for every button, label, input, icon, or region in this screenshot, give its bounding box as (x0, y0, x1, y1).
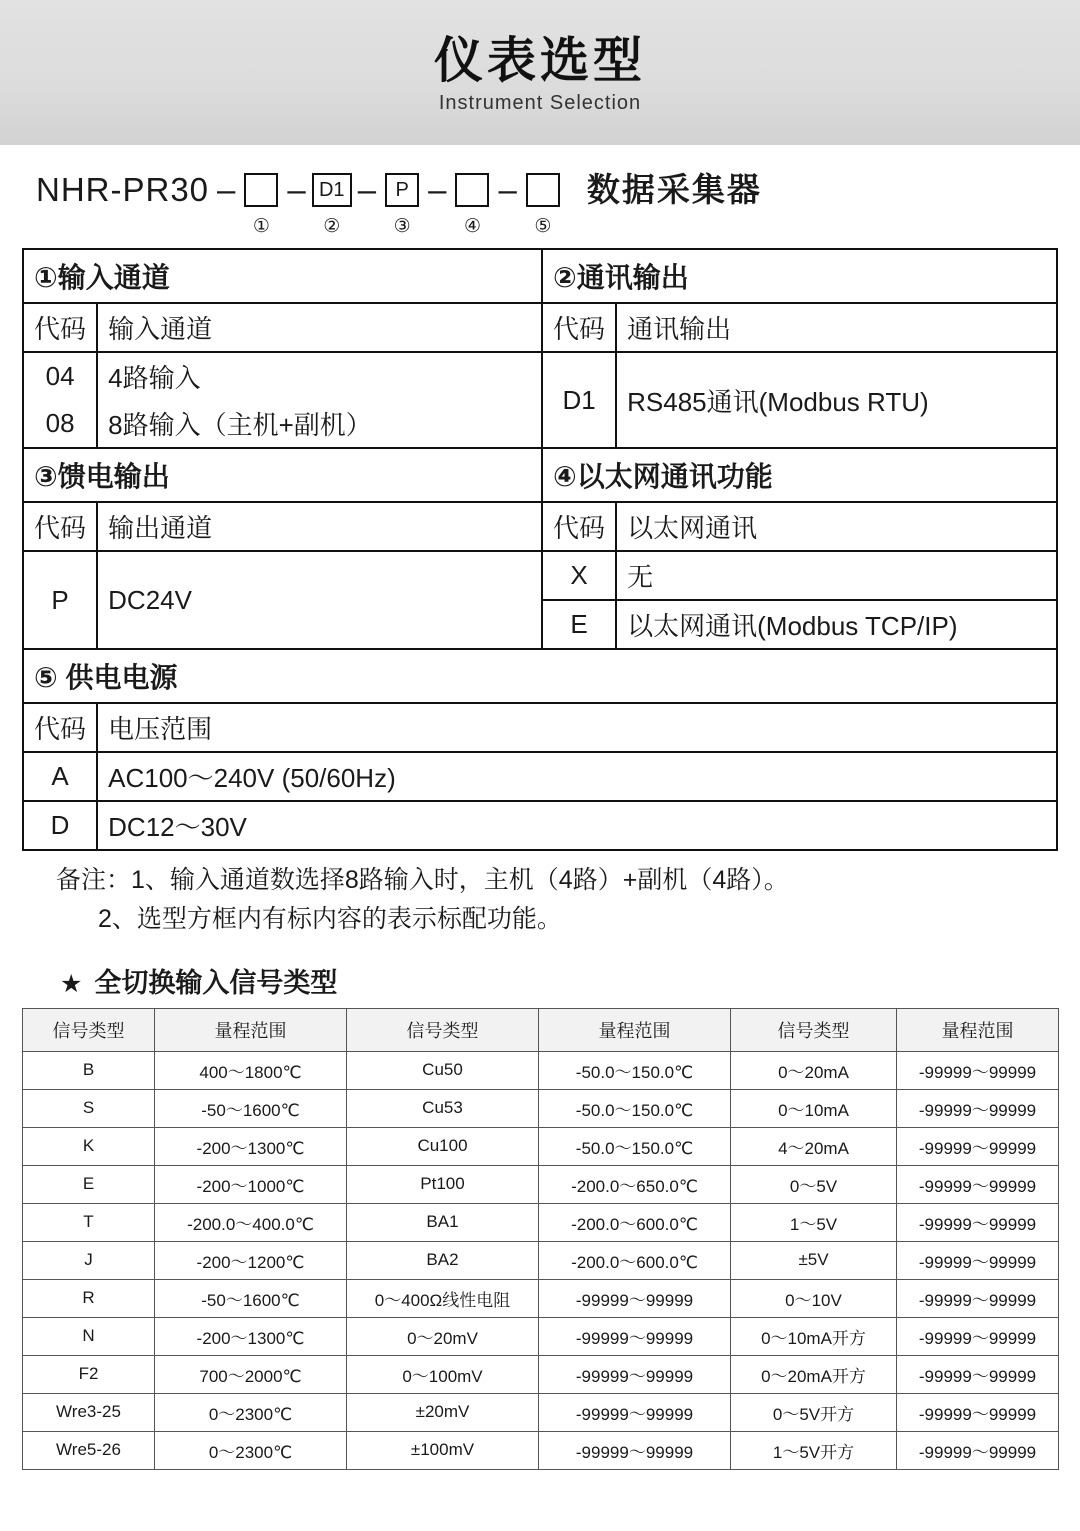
model-segment-2 (308, 167, 356, 238)
table-cell: 4～20mA (731, 1127, 897, 1165)
table-cell: -99999～99999 (897, 1051, 1059, 1089)
table-cell: -99999～99999 (897, 1241, 1059, 1279)
table-cell: -50.0～150.0℃ (539, 1127, 731, 1165)
section-1-row-2-code: 08 (23, 400, 97, 448)
table-cell: 400～1800℃ (155, 1051, 347, 1089)
table-row (23, 801, 1057, 850)
section-1-row-2-desc: 8路输入（主机+副机） (97, 400, 542, 448)
table-cell: ±20mV (347, 1393, 539, 1431)
table-cell: -200.0～600.0℃ (539, 1203, 731, 1241)
section-3-row-1-code: P (23, 551, 97, 649)
section-4-row-1-desc: 无 (616, 551, 1057, 600)
signal-col-header: 信号类型 (731, 1008, 897, 1051)
table-row (23, 1317, 1059, 1355)
table-cell: 0～400Ω线性电阻 (347, 1279, 539, 1317)
model-dash-5: – (498, 171, 517, 208)
table-cell: ±100mV (347, 1431, 539, 1469)
table-cell: -99999～99999 (897, 1089, 1059, 1127)
model-segment-5-box (526, 173, 560, 207)
table-cell: 0～10V (731, 1279, 897, 1317)
model-segment-4 (448, 167, 496, 238)
remarks-block (0, 861, 1080, 939)
model-segment-3 (378, 167, 426, 238)
signal-table-body (23, 1051, 1059, 1469)
model-name: NHR-PR30 (36, 171, 210, 208)
table-cell: Cu50 (347, 1051, 539, 1089)
signal-col-header: 信号类型 (23, 1008, 155, 1051)
table-cell: 0～20mV (347, 1317, 539, 1355)
table-cell: J (23, 1241, 155, 1279)
table-cell: -99999～99999 (897, 1165, 1059, 1203)
section-3-col-desc: 输出通道 (97, 502, 542, 551)
model-dash-1: – (217, 171, 236, 208)
section-3-row-1-desc: DC24V (97, 551, 542, 649)
table-cell: -50.0～150.0℃ (539, 1089, 731, 1127)
model-dash-3: – (357, 171, 377, 208)
model-segment-3-box: P (385, 173, 419, 207)
table-row (23, 649, 1057, 703)
model-segment-2-box: D1 (312, 173, 352, 207)
table-cell: BA1 (347, 1203, 539, 1241)
section-4-row-2-code: E (542, 600, 616, 649)
section-4-row-2-desc: 以太网通讯(Modbus TCP/IP) (616, 600, 1057, 649)
table-cell: -99999～99999 (897, 1355, 1059, 1393)
section-5-col-desc: 电压范围 (97, 703, 1057, 752)
page-header (0, 0, 1080, 145)
model-dash-2: – (287, 171, 306, 208)
table-cell: -200～1300℃ (155, 1317, 347, 1355)
table-row (23, 1241, 1059, 1279)
section-5-row-1-code: A (23, 752, 97, 801)
section-1-heading: ①输入通道 (23, 249, 542, 303)
model-code-row (36, 145, 1080, 238)
table-cell: -50～1600℃ (155, 1089, 347, 1127)
signal-col-header: 信号类型 (347, 1008, 539, 1051)
table-cell: 0～2300℃ (155, 1393, 347, 1431)
table-row (23, 1165, 1059, 1203)
table-cell: F2 (23, 1355, 155, 1393)
table-cell: 0～100mV (347, 1355, 539, 1393)
table-row (23, 352, 1057, 400)
table-cell: N (23, 1317, 155, 1355)
model-dash-4: – (428, 171, 447, 208)
table-cell: -50～1600℃ (155, 1279, 347, 1317)
table-cell: -99999～99999 (539, 1393, 731, 1431)
model-segment-4-index: ④ (463, 216, 481, 237)
section-5-col-code: 代码 (23, 703, 97, 752)
table-row (23, 703, 1057, 752)
table-cell: Cu53 (347, 1089, 539, 1127)
model-segment-1-box (244, 173, 278, 207)
table-cell: -99999～99999 (539, 1317, 731, 1355)
table-row (23, 1431, 1059, 1469)
signal-col-header: 量程范围 (897, 1008, 1059, 1051)
table-cell: -99999～99999 (539, 1355, 731, 1393)
table-row (23, 1355, 1059, 1393)
section-4-col-code: 代码 (542, 502, 616, 551)
table-row (23, 1089, 1059, 1127)
model-segment-5 (519, 167, 567, 238)
table-cell: BA2 (347, 1241, 539, 1279)
table-cell: -99999～99999 (897, 1279, 1059, 1317)
table-cell: -99999～99999 (539, 1431, 731, 1469)
table-row (23, 551, 1057, 600)
table-cell: -99999～99999 (897, 1431, 1059, 1469)
section-2-col-code: 代码 (542, 303, 616, 352)
table-cell: B (23, 1051, 155, 1089)
section-3-heading: ③馈电输出 (23, 448, 542, 502)
section-3-col-code: 代码 (23, 502, 97, 551)
table-cell: Pt100 (347, 1165, 539, 1203)
section-5-row-2-code: D (23, 801, 97, 850)
page-title: 仪表选型 (433, 34, 646, 89)
selection-table (22, 248, 1058, 851)
table-cell: -99999～99999 (897, 1203, 1059, 1241)
signal-type-table (22, 1008, 1059, 1470)
table-cell: S (23, 1089, 155, 1127)
section-1-col-code: 代码 (23, 303, 97, 352)
table-cell: -200～1300℃ (155, 1127, 347, 1165)
signal-section-title: 全切换输入信号类型 (94, 967, 338, 998)
table-cell: 0～20mA开方 (731, 1355, 897, 1393)
page-subtitle: Instrument Selection (438, 91, 642, 114)
section-1-col-desc: 输入通道 (97, 303, 542, 352)
table-cell: 1～5V (731, 1203, 897, 1241)
table-row (23, 249, 1057, 303)
table-cell: -99999～99999 (897, 1127, 1059, 1165)
table-cell: -200.0～650.0℃ (539, 1165, 731, 1203)
table-cell: -99999～99999 (539, 1279, 731, 1317)
section-2-heading: ②通讯输出 (542, 249, 1057, 303)
table-cell: 0～5V (731, 1165, 897, 1203)
table-cell: T (23, 1203, 155, 1241)
table-row (23, 1279, 1059, 1317)
table-cell: -99999～99999 (897, 1393, 1059, 1431)
table-cell: 0～20mA (731, 1051, 897, 1089)
model-segment-4-box (455, 173, 489, 207)
table-row (23, 502, 1057, 551)
section-5-row-1-desc: AC100～240V (50/60Hz) (97, 752, 1057, 801)
table-cell: ±5V (731, 1241, 897, 1279)
model-segment-3-index: ③ (393, 216, 411, 237)
table-row (23, 448, 1057, 502)
table-row (23, 1127, 1059, 1165)
table-cell: 0～5V开方 (731, 1393, 897, 1431)
table-cell: 1～5V开方 (731, 1431, 897, 1469)
table-cell: Wre3-25 (23, 1393, 155, 1431)
table-cell: Wre5-26 (23, 1431, 155, 1469)
table-cell: Cu100 (347, 1127, 539, 1165)
table-row (23, 1203, 1059, 1241)
table-row (23, 303, 1057, 352)
signal-col-header: 量程范围 (539, 1008, 731, 1051)
section-2-row-1-code: D1 (542, 352, 616, 448)
section-1-row-1-desc: 4路输入 (97, 352, 542, 400)
section-4-col-desc: 以太网通讯 (616, 502, 1057, 551)
table-cell: -200.0～600.0℃ (539, 1241, 731, 1279)
table-cell: 700～2000℃ (155, 1355, 347, 1393)
table-cell: -99999～99999 (897, 1317, 1059, 1355)
remark-line-1: 备注：1、输入通道数选择8路输入时，主机（4路）+副机（4路）。 (56, 866, 789, 894)
remark-line-2: 2、选型方框内有标内容的表示标配功能。 (98, 904, 562, 933)
table-cell: -200.0～400.0℃ (155, 1203, 347, 1241)
table-cell: E (23, 1165, 155, 1203)
model-segment-1 (237, 167, 285, 238)
table-cell: -200～1000℃ (155, 1165, 347, 1203)
table-cell: 0～10mA开方 (731, 1317, 897, 1355)
section-5-row-2-desc: DC12～30V (97, 801, 1057, 850)
table-header-row (23, 1008, 1059, 1051)
star-icon: ★ (60, 969, 83, 998)
signal-section-heading (0, 961, 1080, 1000)
model-product-name: 数据采集器 (586, 171, 762, 208)
table-cell: 0～2300℃ (155, 1431, 347, 1469)
section-4-heading: ④以太网通讯功能 (542, 448, 1057, 502)
section-1-row-1-code: 04 (23, 352, 97, 400)
table-cell: -200～1200℃ (155, 1241, 347, 1279)
signal-col-header: 量程范围 (155, 1008, 347, 1051)
table-cell: K (23, 1127, 155, 1165)
section-5-heading: ⑤ 供电电源 (23, 649, 1057, 703)
model-segment-5-index: ⑤ (534, 216, 552, 237)
model-segment-1-index: ① (252, 216, 270, 237)
table-cell: 0～10mA (731, 1089, 897, 1127)
table-cell: R (23, 1279, 155, 1317)
table-row (23, 752, 1057, 801)
table-cell: -50.0～150.0℃ (539, 1051, 731, 1089)
section-4-row-1-code: X (542, 551, 616, 600)
table-row (23, 1051, 1059, 1089)
table-row (23, 1393, 1059, 1431)
section-2-col-desc: 通讯输出 (616, 303, 1057, 352)
section-2-row-1-desc: RS485通讯(Modbus RTU) (616, 352, 1057, 448)
model-segment-2-index: ② (323, 216, 341, 237)
